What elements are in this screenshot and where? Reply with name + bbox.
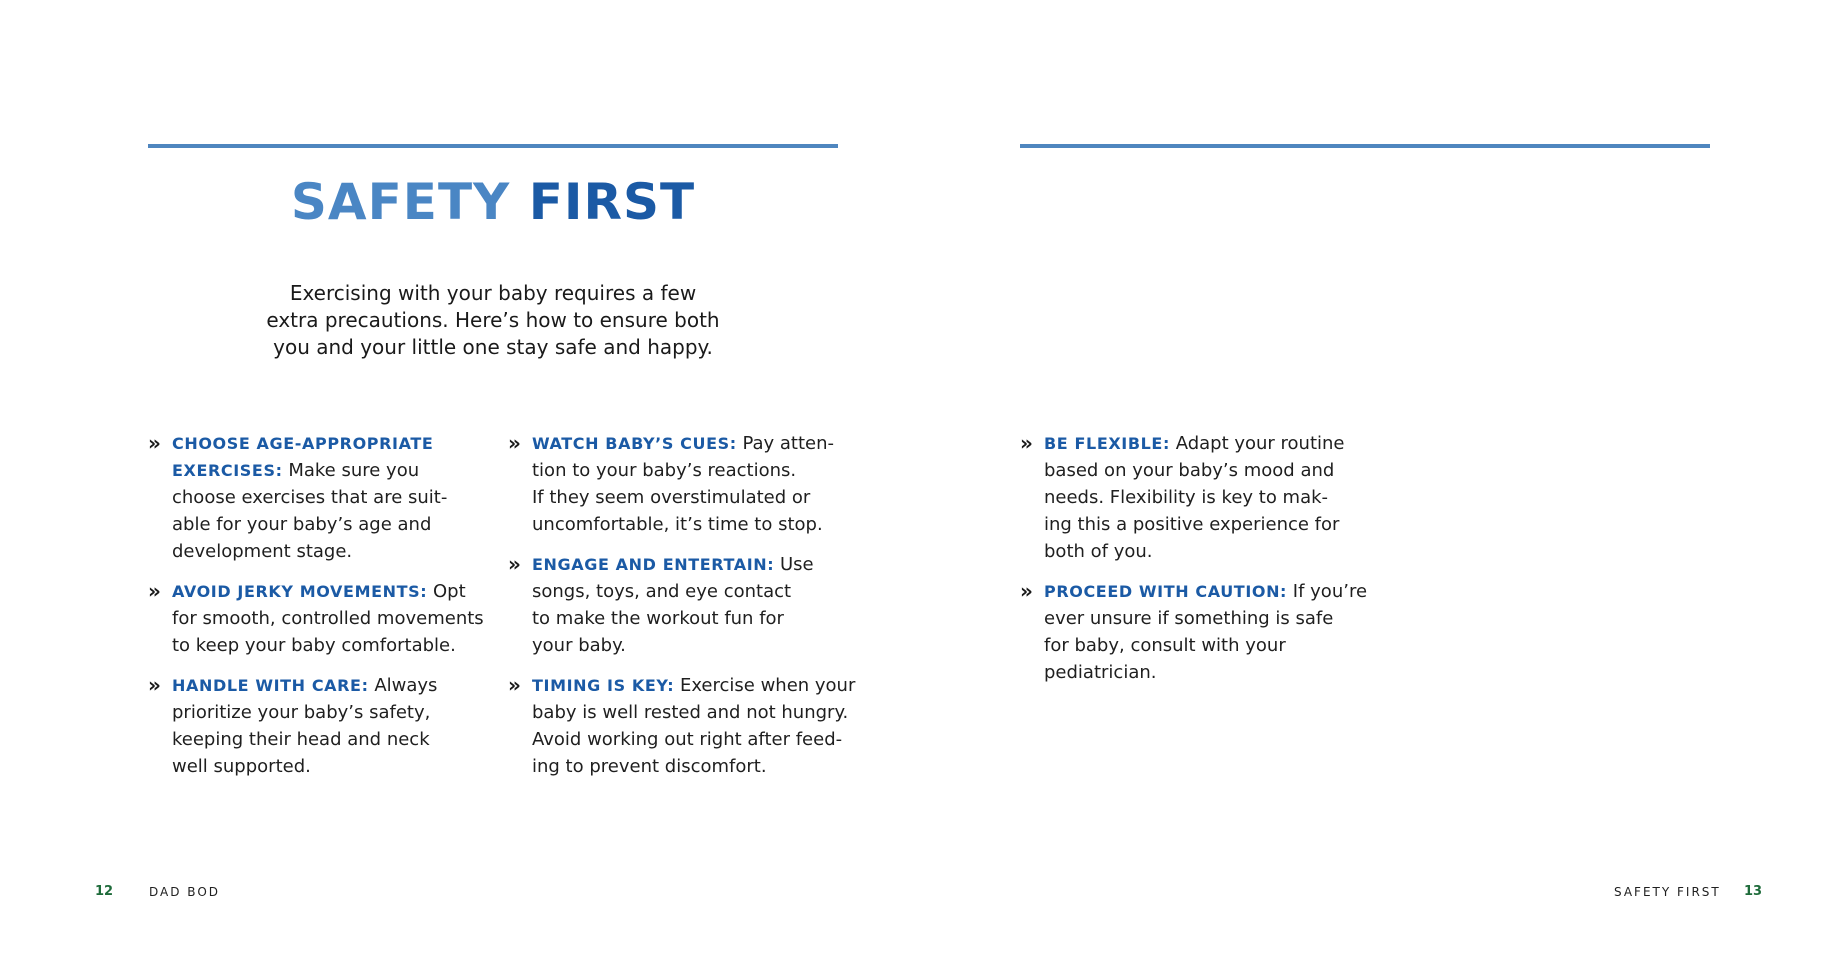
tip-line [172,511,488,538]
running-head-right: SAFETY FIRST [1614,885,1721,899]
tip-line [532,457,848,484]
chevron-bullet-icon: » [148,673,161,697]
tip-heading: TIMING IS KEY: [532,676,675,695]
chevron-bullet-icon: » [1020,431,1033,455]
tip-line [172,430,488,457]
chevron-bullet-icon: » [148,431,161,455]
intro-line: extra precautions. Here’s how to ensure both [266,308,720,332]
page-number-right: 13 [1744,884,1763,899]
tip-line [532,578,848,605]
tip-line [172,578,488,605]
page-number-left: 12 [95,884,114,899]
tip-text: pediatrician. [1044,662,1157,683]
top-rule-left [148,144,838,148]
tip-item [148,578,488,659]
tip-line [1044,605,1360,632]
tips-column-3 [1020,430,1368,699]
tip-line [532,753,848,780]
tip-text: Avoid working out right after feed- [532,729,843,750]
tip-line [1044,484,1360,511]
title-word-1: SAFETY [290,173,511,231]
tip-text: prioritize your baby’s safety, [172,702,431,723]
tip-text: based on your baby’s mood and [1044,460,1335,481]
tip-text: choose exercises that are suit- [172,487,448,508]
tips-column-1 [148,430,488,793]
tip-line [172,753,488,780]
tip-line [532,484,848,511]
title-word-2: FIRST [528,173,696,231]
tip-text: for baby, consult with your [1044,635,1286,656]
tip-line [172,457,488,484]
intro-line: Exercising with your baby requires a few [289,281,697,305]
tip-text: songs, toys, and eye contact [532,581,792,602]
tip-item [508,551,848,659]
tip-heading: PROCEED WITH CAUTION: [1044,582,1288,601]
chevron-bullet-icon: » [508,431,521,455]
tip-text: tion to your baby’s reactions. [532,460,797,481]
intro-line: you and your little one stay safe and happy. [273,335,713,359]
tip-line [532,672,856,699]
tip-text: Exercise when your [674,675,856,696]
tip-text: Use [774,554,814,575]
tip-text: both of you. [1044,541,1153,562]
tip-line [1044,511,1360,538]
tip-item [1020,578,1368,686]
tip-text: If you’re [1287,581,1368,602]
tip-line [172,726,488,753]
tip-text: Adapt your routine [1169,433,1345,454]
tip-heading: AVOID JERKY MOVEMENTS: [172,582,428,601]
running-head-left: DAD BOD [149,885,220,899]
tip-line [172,538,488,565]
tip-line [1044,659,1360,686]
tip-text: baby is well rested and not hungry. [532,702,849,723]
tip-text: development stage. [172,541,353,562]
chevron-bullet-icon: » [508,673,521,697]
tip-item [508,672,856,780]
tip-line [1044,578,1368,605]
intro-paragraph [148,280,838,361]
tip-text: If they seem overstimulated or [532,487,811,508]
tip-line [1044,538,1360,565]
tip-line [172,632,488,659]
tip-text: Always [368,675,438,696]
tip-line [172,699,488,726]
tip-line [532,726,848,753]
top-rule-right [1020,144,1710,148]
tip-item [148,672,488,780]
tip-text: Make sure you [282,460,420,481]
tip-text: for smooth, controlled movements [172,608,484,629]
tip-line [532,511,848,538]
tip-text: ing to prevent discomfort. [532,756,767,777]
tip-text: your baby. [532,635,626,656]
tip-line [172,605,488,632]
chevron-bullet-icon: » [1020,579,1033,603]
tip-text: keeping their head and neck [172,729,430,750]
tip-heading: WATCH BABY’S CUES: [532,434,737,453]
tips-column-2 [508,430,856,793]
tip-text: Pay atten- [736,433,835,454]
tip-heading: BE FLEXIBLE: [1044,434,1170,453]
tip-heading: CHOOSE AGE-APPROPRIATE [172,434,434,453]
tip-line [1044,632,1360,659]
tip-heading: ENGAGE AND ENTERTAIN: [532,555,775,574]
tip-heading: HANDLE WITH CARE: [172,676,369,695]
tip-text: able for your baby’s age and [172,514,432,535]
tip-text: needs. Flexibility is key to mak- [1044,487,1329,508]
tip-line [1044,430,1360,457]
tip-line [532,430,848,457]
tip-item [1020,430,1360,565]
tip-text: Opt [427,581,466,602]
page-title [148,170,838,234]
tip-text: to make the workout fun for [532,608,784,629]
tip-line [532,605,848,632]
chevron-bullet-icon: » [148,579,161,603]
tip-line [532,699,848,726]
tip-item [148,430,488,565]
tip-text: ing this a positive experience for [1044,514,1340,535]
tip-text: well supported. [172,756,311,777]
tip-line [532,632,848,659]
tip-line [1044,457,1360,484]
tip-text: to keep your baby comfortable. [172,635,456,656]
tip-line [172,484,488,511]
tip-text: uncomfortable, it’s time to stop. [532,514,823,535]
chevron-bullet-icon: » [508,552,521,576]
tip-line [172,672,488,699]
tip-text: ever unsure if something is safe [1044,608,1334,629]
tip-line [532,551,848,578]
tip-item [508,430,848,538]
tip-heading: EXERCISES: [172,461,283,480]
